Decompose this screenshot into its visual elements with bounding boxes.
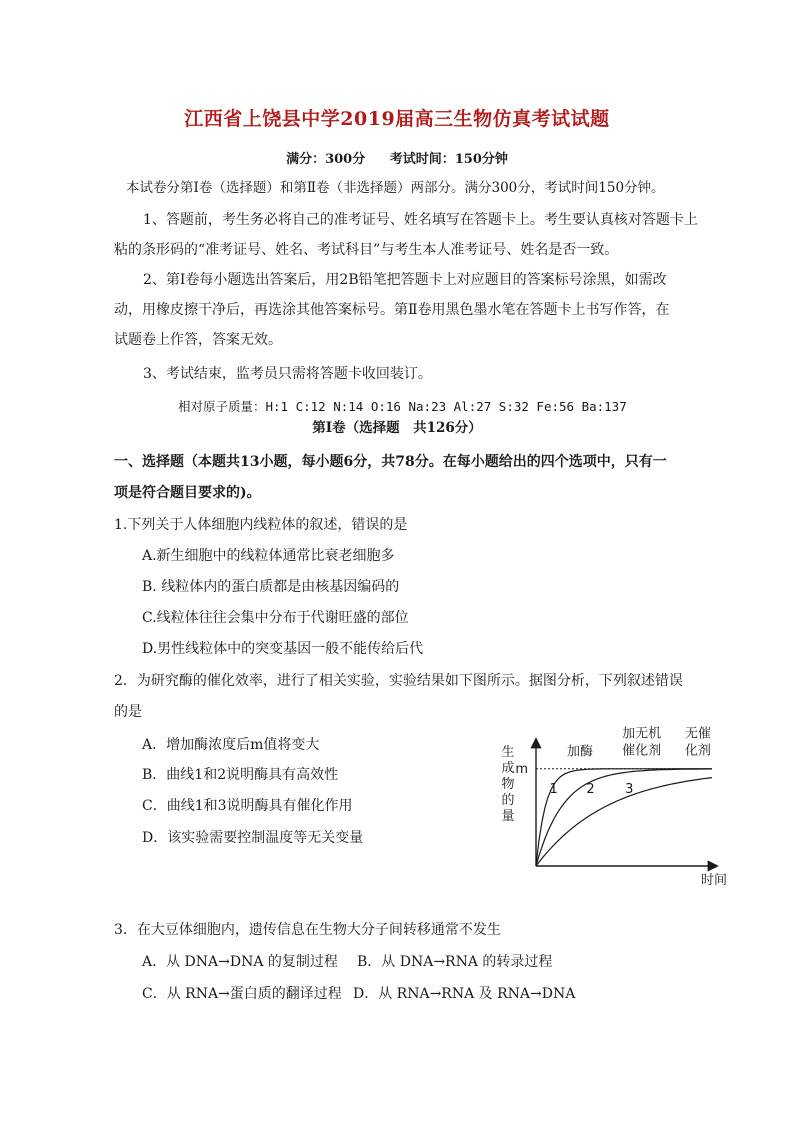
q2-stem-line1: 2．为研究酶的催化效率，进行了相关实验，实验结果如下图所示。据图分析，下列叙述错误: [114, 673, 683, 689]
page-title: 江西省上饶县中学2019届高三生物仿真考试试题: [184, 108, 610, 130]
q2-option-d: D．该实验需要控制温度等无关变量: [142, 830, 364, 846]
y-axis-label-char: 的: [501, 793, 515, 808]
q3-option-a: A．从 DNA→DNA 的复制过程: [142, 954, 338, 970]
instruction-2-line3: 试题卷上作答，答案无效。: [114, 332, 282, 348]
q1-stem: 1.下列关于人体细胞内线粒体的叙述，错误的是: [114, 517, 408, 533]
curve-number-2: 2: [586, 782, 595, 797]
instruction-3: 3、考试结束，监考员只需将答题卡收回装订。: [143, 366, 432, 382]
instruction-2-line1: 2、第Ⅰ卷每小题选出答案后，用2B铅笔把答题卡上对应题目的答案标号涂黑，如需改: [143, 272, 667, 288]
full-score: 满分：300分: [286, 152, 366, 167]
y-axis-label-char: 生: [501, 745, 515, 760]
curve-label-3-line1: 无催: [684, 726, 711, 742]
series-line-2: [536, 769, 712, 866]
curve-number-1: 1: [549, 782, 558, 797]
q1-option-d: D.男性线粒体中的突变基因一般不能传给后代: [142, 641, 424, 657]
instruction-1-line2: 粘的条形码的“准考证号、姓名、考试科目”与考生本人准考证号、姓名是否一致。: [114, 242, 619, 258]
y-axis-label-char: 量: [501, 809, 515, 824]
q3-option-b: B．从 DNA→RNA 的转录过程: [357, 954, 553, 970]
curve-number-3: 3: [625, 782, 634, 797]
q2-option-c: C．曲线1和3说明酶具有催化作用: [142, 798, 353, 814]
curve-label-2-line1: 加无机: [622, 726, 662, 742]
section1-heading-line1: 一、选择题（本题共13小题，每小题6分，共78分。在每小题给出的四个选项中，只有一: [114, 454, 667, 470]
curve-label-2-line2: 催化剂: [622, 743, 662, 759]
series-line-1: [536, 769, 712, 866]
curve-label-1-line1: 加酶: [566, 744, 594, 760]
exam-time: 考试时间：150分钟: [389, 152, 508, 167]
y-axis-label-char: 物: [501, 777, 515, 792]
atomic-masses: 相对原子质量：H:1 C:12 N:14 O:16 Na:23 Al:27 S:32 Fe:56 Ba:137: [178, 399, 627, 414]
q2-option-a: A．增加酶浓度后m值将变大: [142, 737, 320, 753]
series-line-3: [536, 778, 712, 866]
q1-option-c: C.线粒体往往会集中分布于代谢旺盛的部位: [142, 610, 409, 626]
q3-option-c: C．从 RNA→蛋白质的翻译过程: [142, 986, 342, 1002]
section1-title: 第Ⅰ卷（选择题 共126分）: [312, 420, 482, 436]
q1-option-b: B. 线粒体内的蛋白质都是由核基因编码的: [142, 579, 400, 595]
section1-heading-line2: 项是符合题目要求的)。: [114, 485, 261, 501]
q3-stem: 3．在大豆体细胞内，遗传信息在生物大分子间转移通常不发生: [114, 922, 501, 938]
x-axis-label: 时间: [700, 873, 728, 888]
plateau-label-m: m: [515, 761, 528, 777]
instructions-intro: 本试卷分第Ⅰ卷（选择题）和第Ⅱ卷（非选择题）两部分。满分300分，考试时间150分钟。: [126, 180, 665, 196]
q3-option-d: D．从 RNA→RNA 及 RNA→DNA: [353, 986, 576, 1002]
enzyme-reaction-chart: [492, 726, 728, 894]
curve-label-3-line2: 化剂: [684, 743, 711, 759]
q2-option-b: B．曲线1和2说明酶具有高效性: [142, 767, 339, 783]
q2-stem-line2: 的是: [114, 704, 142, 720]
q1-option-a: A.新生细胞中的线粒体通常比衰老细胞多: [142, 548, 395, 564]
instruction-2-line2: 动，用橡皮擦干净后，再选涂其他答案标号。第Ⅱ卷用黑色墨水笔在答题卡上书写作答，在: [114, 302, 670, 318]
instruction-1-line1: 1、答题前，考生务必将自己的准考证号、姓名填写在答题卡上。考生要认真核对答题卡上: [143, 212, 698, 228]
y-axis-label-char: 成: [501, 761, 515, 776]
score-line: [0, 148, 794, 167]
